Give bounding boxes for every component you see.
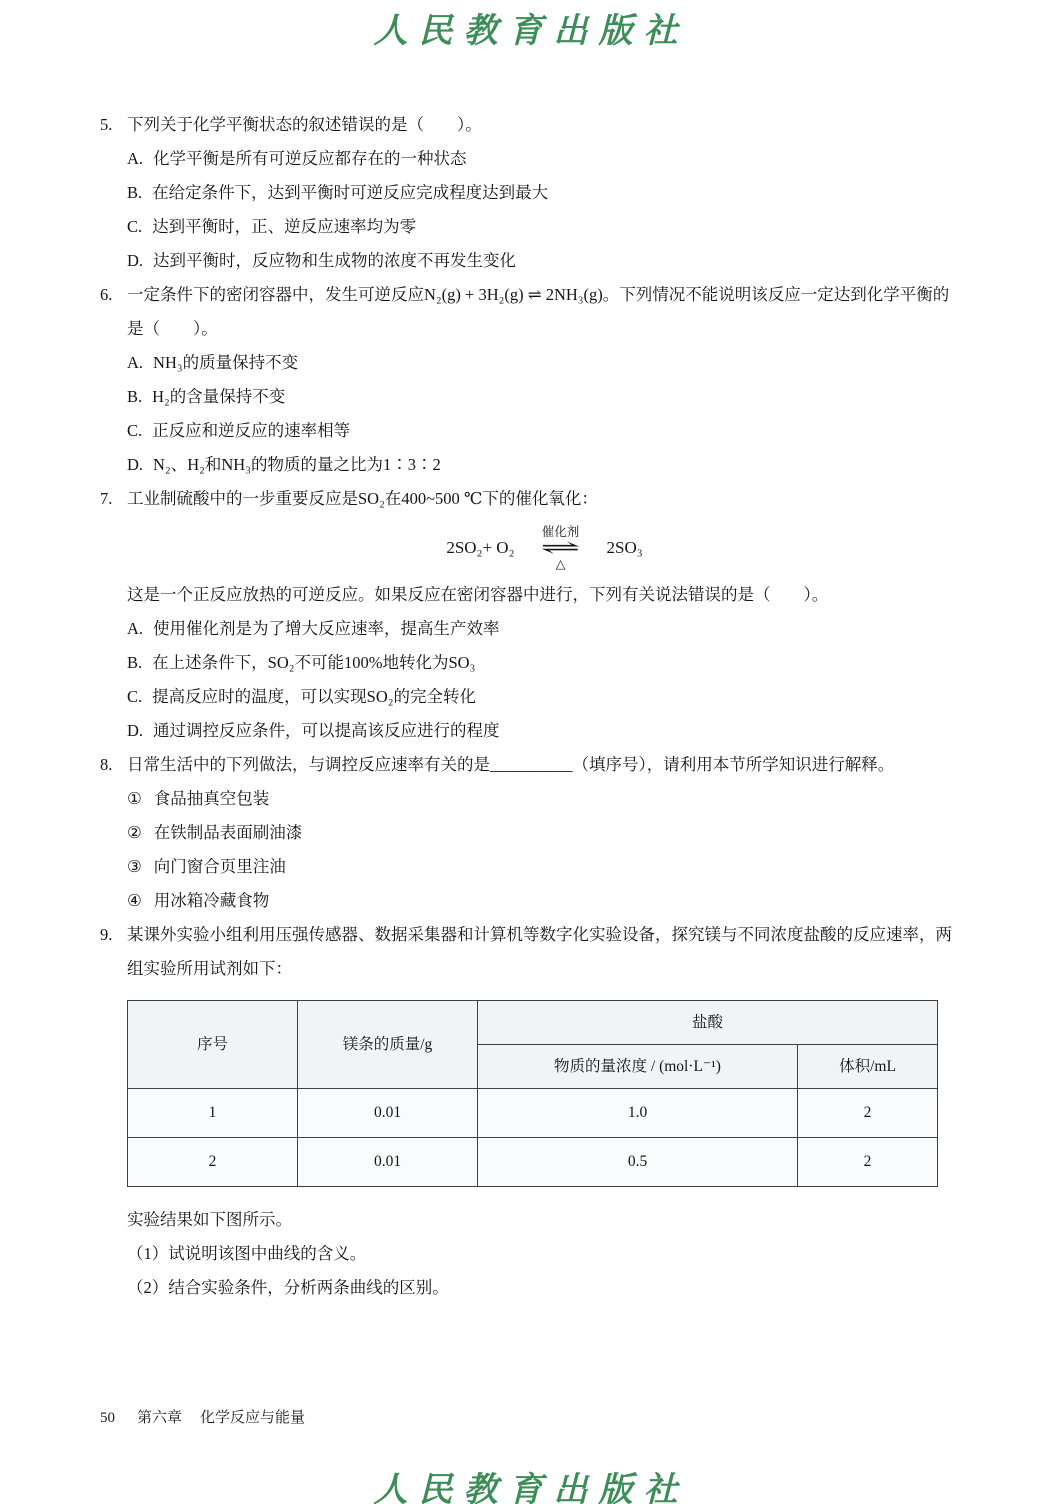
question-stem: 下列关于化学平衡状态的叙述错误的是（ ）。: [127, 115, 482, 134]
item-number: ③: [127, 857, 142, 876]
item-number: ④: [127, 891, 142, 910]
option-label: D.: [127, 455, 144, 474]
question-number: 8.: [100, 755, 113, 774]
option-text: 在上述条件下，SO₂不可能100%地转化为SO₃: [152, 653, 476, 672]
cell-serial: 1: [128, 1089, 298, 1138]
table-header-row-1: [128, 1001, 938, 1045]
equation-left: 2SO₂+ O₂: [446, 538, 515, 557]
question-stem: 日常生活中的下列做法，与调控反应速率有关的是__________（填序号），请利用本节所学知识进行解释。: [127, 755, 895, 774]
equilibrium-arrow-icon: ⇌: [540, 537, 581, 559]
question-stem: 工业制硫酸中的一步重要反应是SO₂在400~500 ℃下的催化氧化：: [127, 489, 598, 508]
catalyst-label: 催化剂: [541, 525, 580, 539]
question-stem: 某课外实验小组利用压强传感器、数据采集器和计算机等数字化实验设备，探究镁与不同浓度盐酸的反应速率，两组实验所用试剂如下：: [127, 925, 952, 978]
heat-delta-icon: △: [555, 557, 566, 571]
option-c: [127, 680, 962, 714]
option-b: [127, 646, 962, 680]
question-body: [127, 748, 962, 918]
question-body: [127, 278, 962, 482]
question-number: 6.: [100, 285, 113, 304]
option-text: 达到平衡时，正、逆反应速率均为零: [152, 217, 417, 236]
option-a: [127, 612, 962, 646]
question-body: [127, 482, 962, 748]
option-c: [127, 414, 962, 448]
option-b: [127, 176, 962, 210]
option-label: D.: [127, 251, 144, 270]
subquestion-1: （1）试说明该图中曲线的含义。: [127, 1244, 367, 1263]
option-label: A.: [127, 619, 144, 638]
question-body: [127, 108, 962, 278]
option-label: A.: [127, 353, 144, 372]
question-number: 9.: [100, 925, 113, 944]
option-label: B.: [127, 183, 143, 202]
after-table-text: 实验结果如下图所示。: [127, 1210, 292, 1229]
option-a: [127, 142, 962, 176]
header-serial: 序号: [128, 1001, 298, 1089]
question-6: [100, 278, 962, 482]
question-stem: 一定条件下的密闭容器中，发生可逆反应N₂(g) + 3H₂(g) ⇌ 2NH₃(g)。下列情况不能说明该反应一定达到化学平衡的是（ ）。: [127, 285, 950, 338]
option-label: D.: [127, 721, 144, 740]
header-mass: 镁条的质量/g: [298, 1001, 478, 1089]
list-item-3: [127, 850, 962, 884]
option-label: B.: [127, 653, 143, 672]
list-item-1: [127, 782, 962, 816]
chapter-title: 化学反应与能量: [200, 1410, 306, 1426]
publisher-logo-top: 人民教育出版社: [373, 13, 689, 50]
option-text: 在给定条件下，达到平衡时可逆反应完成程度达到最大: [152, 183, 549, 202]
option-b: [127, 380, 962, 414]
question-number: 5.: [100, 115, 113, 134]
option-text: NH₃的质量保持不变: [153, 353, 299, 372]
list-item-4: [127, 884, 962, 918]
option-text: N₂、H₂和NH₃的物质的量之比为1∶3∶2: [153, 455, 441, 474]
chapter-number: 第六章: [137, 1410, 183, 1426]
reaction-equation: [127, 524, 962, 572]
cell-concentration: 0.5: [478, 1138, 798, 1187]
item-text: 向门窗合页里注油: [153, 857, 286, 876]
option-d: [127, 714, 962, 748]
cell-volume: 2: [798, 1089, 938, 1138]
table-row: [128, 1138, 938, 1187]
option-d: [127, 448, 962, 482]
header-volume: 体积/mL: [798, 1045, 938, 1089]
item-text: 在铁制品表面刷油漆: [153, 823, 303, 842]
cell-mass: 0.01: [298, 1138, 478, 1187]
option-label: C.: [127, 421, 143, 440]
cell-concentration: 1.0: [478, 1089, 798, 1138]
table-row: [128, 1089, 938, 1138]
question-9: [100, 918, 962, 1305]
header-hcl: 盐酸: [478, 1001, 938, 1045]
item-number: ①: [127, 789, 142, 808]
cell-volume: 2: [798, 1138, 938, 1187]
option-text: 提高反应时的温度，可以实现SO₂的完全转化: [152, 687, 476, 706]
item-text: 用冰箱冷藏食物: [153, 891, 270, 910]
item-text: 食品抽真空包装: [153, 789, 270, 808]
page-number: 50: [100, 1410, 115, 1426]
option-label: C.: [127, 217, 143, 236]
option-label: B.: [127, 387, 143, 406]
option-a: [127, 346, 962, 380]
subquestion-2: （2）结合实验条件，分析两条曲线的区别。: [127, 1278, 449, 1297]
reagents-table: [127, 1000, 938, 1187]
page-footer: [100, 1408, 323, 1428]
list-item-2: [127, 816, 962, 850]
question-number: 7.: [100, 489, 113, 508]
header-concentration: 物质的量浓度 / (mol·L⁻¹): [478, 1045, 798, 1089]
question-continuation: 这是一个正反应放热的可逆反应。如果反应在密闭容器中进行，下列有关说法错误的是（ ）。: [127, 585, 829, 604]
equilibrium-arrow: [525, 524, 597, 572]
exercise-content: [100, 108, 962, 1305]
option-label: C.: [127, 687, 143, 706]
option-text: 化学平衡是所有可逆反应都存在的一种状态: [153, 149, 467, 168]
question-7: [100, 482, 962, 748]
question-8: [100, 748, 962, 918]
item-number: ②: [127, 823, 142, 842]
publisher-logo-bottom: 人民教育出版社: [373, 1472, 689, 1504]
cell-serial: 2: [128, 1138, 298, 1187]
option-d: [127, 244, 962, 278]
question-body: [127, 918, 962, 1305]
option-text: 使用催化剂是为了增大反应速率，提高生产效率: [153, 619, 500, 638]
cell-mass: 0.01: [298, 1089, 478, 1138]
option-text: H₂的含量保持不变: [152, 387, 286, 406]
option-text: 正反应和逆反应的速率相等: [152, 421, 351, 440]
equation-right: 2SO₃: [606, 538, 643, 557]
option-text: 达到平衡时，反应物和生成物的浓度不再发生变化: [153, 251, 517, 270]
option-label: A.: [127, 149, 144, 168]
option-text: 通过调控反应条件，可以提高该反应进行的程度: [153, 721, 500, 740]
question-5: [100, 108, 962, 278]
option-c: [127, 210, 962, 244]
